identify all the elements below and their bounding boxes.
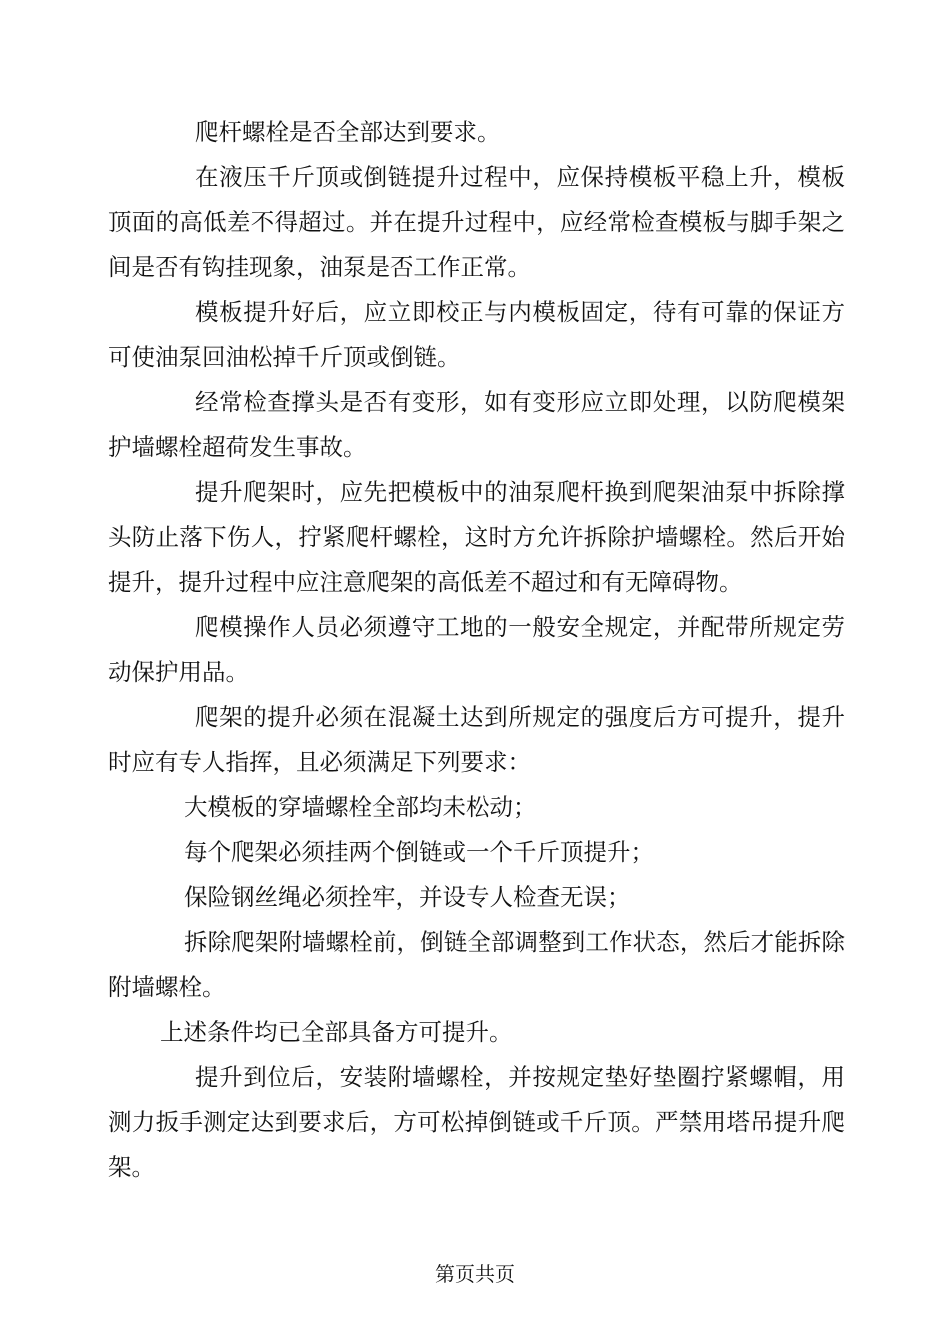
paragraph: 上述条件均已全部具备方可提升。 <box>160 1018 513 1046</box>
list-item: 拆除爬架附墙螺栓前，倒链全部调整到工作状态，然后才能拆除附墙螺栓。 <box>108 928 845 1001</box>
list-item: 保险钢丝绳必须拴牢，并设专人检查无误； <box>184 883 631 911</box>
paragraph: 提升爬架时，应先把模板中的油泵爬杆换到爬架油泵中拆除撑头防止落下伤人，拧紧爬杆螺栓，这时方允许拆除护墙螺栓。然后开始提升，提升过程中应注意爬架的高低差不超过和有无障碍物。 <box>108 478 845 596</box>
paragraph: 爬架的提升必须在混凝土达到所规定的强度后方可提升，提升时应有专人指挥，且必须满足下列要求： <box>108 703 845 776</box>
list-item: 大模板的穿墙螺栓全部均未松动； <box>184 793 537 821</box>
document-body <box>108 110 845 1190</box>
paragraph: 在液压千斤顶或倒链提升过程中，应保持模板平稳上升，模板顶面的高低差不得超过。并在提升过程中，应经常检查模板与脚手架之间是否有钩挂现象，油泵是否工作正常。 <box>108 163 845 281</box>
paragraph: 爬模操作人员必须遵守工地的一般安全规定，并配带所规定劳动保护用品。 <box>108 613 845 686</box>
list-item: 每个爬架必须挂两个倒链或一个千斤顶提升； <box>184 838 654 866</box>
page-footer: 第页共页 <box>435 1262 515 1286</box>
paragraph: 模板提升好后，应立即校正与内模板固定，待有可靠的保证方可使油泵回油松掉千斤顶或倒链。 <box>108 298 845 371</box>
paragraph: 提升到位后，安装附墙螺栓，并按规定垫好垫圈拧紧螺帽，用测力扳手测定达到要求后，方可松掉倒链或千斤顶。严禁用塔吊提升爬架。 <box>108 1063 845 1181</box>
paragraph: 经常检查撑头是否有变形，如有变形应立即处理，以防爬模架护墙螺栓超荷发生事故。 <box>108 388 845 461</box>
paragraph: 爬杆螺栓是否全部达到要求。 <box>195 118 501 146</box>
